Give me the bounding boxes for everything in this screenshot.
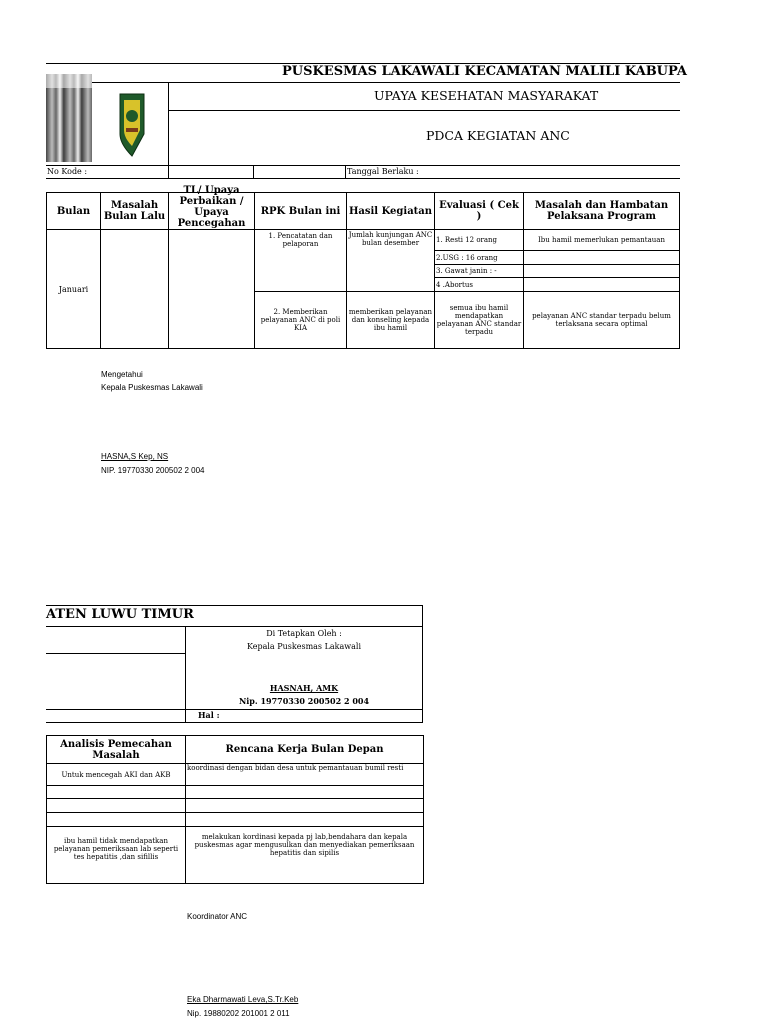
kepala-nip: NIP. 19770330 200502 2 004 <box>101 466 205 475</box>
evaluasi-gawat-janin: 3. Gawat janin : - <box>435 265 524 278</box>
no-kode-label: No Kode : <box>47 167 88 176</box>
page2-title: ATEN LUWU TIMUR <box>46 607 194 622</box>
masalah-cell-2: pelayanan ANC standar terpadu belum terlaksana secara optimal <box>524 292 680 349</box>
table-row <box>47 813 424 827</box>
page2-kepala-nip: Nip. 19770330 200502 2 004 <box>238 696 370 706</box>
empty-cell <box>186 799 424 813</box>
tl-upaya-cell <box>169 230 255 349</box>
masalah-bulan-lalu-cell <box>101 230 169 349</box>
evaluasi-cell-2: semua ibu hamil mendapatkan pelayanan ANC standar terpadu <box>435 292 524 349</box>
koordinator-label: Koordinator ANC <box>187 912 248 921</box>
evaluasi-abortus: 4 .Abortus <box>435 278 524 292</box>
rpk-cell-2: 2. Memberikan pelayanan ANC di poli KIA <box>255 292 347 349</box>
empty-cell <box>186 786 424 799</box>
empty-cell <box>524 265 680 278</box>
empty-cell <box>47 786 186 799</box>
page2-kepala-label: Kepala Puskesmas Lakawali <box>246 642 362 651</box>
col-header-hasil-kegiatan: Hasil Kegiatan <box>347 193 435 230</box>
hal-label: Hal : <box>198 710 220 720</box>
institution-title: PUSKESMAS LAKAWALI KECAMATAN MALILI KABUPA <box>282 64 687 79</box>
col-header-analisis: Analisis Pemecahan Masalah <box>47 736 186 764</box>
empty-cell <box>47 799 186 813</box>
rencana-table <box>46 735 424 884</box>
kepala-puskesmas-label: Kepala Puskesmas Lakawali <box>101 383 203 392</box>
table-row <box>47 799 424 813</box>
tanggal-berlaku-label: Tanggal Berlaku : <box>347 167 419 176</box>
document-title: PDCA KEGIATAN ANC <box>426 128 570 143</box>
division-title: UPAYA KESEHATAN MASYARAKAT <box>374 88 599 103</box>
bulan-cell: Januari <box>47 230 101 349</box>
table-header-row <box>47 736 424 764</box>
masalah-cell-1: Ibu hamil memerlukan pemantauan <box>524 230 680 251</box>
table-row <box>47 786 424 799</box>
analisis-cell-1: Untuk mencegah AKI dan AKB <box>47 764 186 786</box>
empty-cell <box>186 813 424 827</box>
col-header-rencana: Rencana Kerja Bulan Depan <box>186 736 424 764</box>
rpk-cell-1: 1. Pencatatan dan pelaporan <box>255 230 347 292</box>
col-header-masalah-bulan-lalu: Masalah Bulan Lalu <box>101 193 169 230</box>
col-header-rpk: RPK Bulan ini <box>255 193 347 230</box>
koordinator-name: Eka Dharmawati Leva,S.Tr.Keb <box>187 995 299 1004</box>
rencana-cell-1: koordinasi dengan bidan desa untuk pemantauan bumil resti <box>186 764 424 786</box>
empty-cell <box>524 278 680 292</box>
col-header-masalah-hambatan: Masalah dan Hambatan Pelaksana Program <box>524 193 680 230</box>
col-header-evaluasi: Evaluasi ( Cek ) <box>435 193 524 230</box>
col-header-bulan: Bulan <box>47 193 101 230</box>
table-header-row <box>47 193 680 230</box>
table-row <box>47 827 424 884</box>
evaluasi-resti: 1. Resti 12 orang <box>435 230 524 251</box>
rencana-cell-last: melakukan kordinasi kepada pj lab,bendahara dan kepala puskesmas agar mengusulkan dan menyediakan pemeriksaan hepatitis dan sipilis <box>186 827 424 884</box>
empty-cell <box>47 813 186 827</box>
page2-kepala-name: HASNAH, AMK <box>269 683 339 693</box>
hasil-cell-1: Jumlah kunjungan ANC bulan desember <box>347 230 435 292</box>
table-row <box>47 764 424 786</box>
empty-cell <box>524 251 680 265</box>
col-header-tl-upaya: TL/ Upaya Perbaikan / Upaya Pencegahan <box>169 193 255 230</box>
mengetahui-label: Mengetahui <box>101 370 143 379</box>
kepala-name: HASNA,S Kep, NS <box>101 452 169 461</box>
hasil-cell-2: memberikan pelayanan dan konseling kepada ibu hamil <box>347 292 435 349</box>
regency-logo <box>118 90 146 156</box>
pdca-table <box>46 185 680 349</box>
koordinator-nip: Nip. 19880202 201001 2 011 <box>187 1009 290 1018</box>
table-row <box>47 230 680 251</box>
evaluasi-usg: 2.USG : 16 orang <box>435 251 524 265</box>
ditetapkan-label: Di Tetapkan Oleh : <box>266 629 342 638</box>
analisis-cell-last: ibu hamil tidak mendapatkan pelayanan pemeriksaan lab seperti tes hepatitis ,dan sifillis <box>47 827 186 884</box>
